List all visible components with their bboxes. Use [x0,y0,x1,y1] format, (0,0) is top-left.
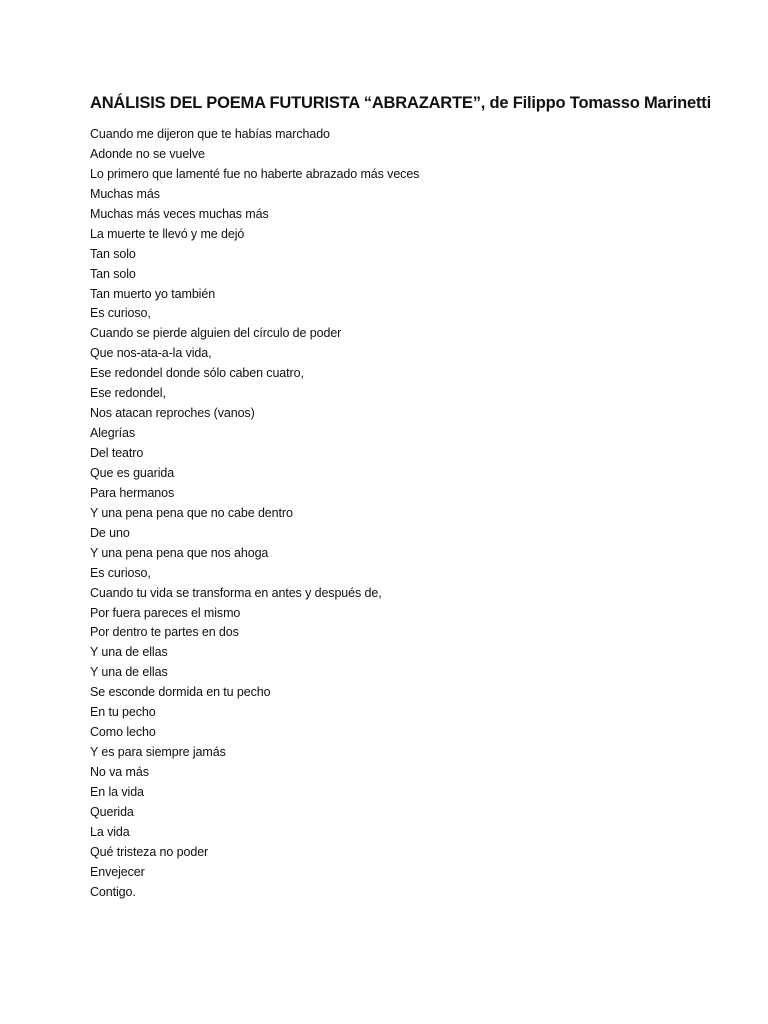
poem-line: Adonde no se vuelve [90,146,205,161]
poem-line: De uno [90,525,130,540]
poem-line: Cuando tu vida se transforma en antes y después de, [90,585,382,600]
poem-line: Por dentro te partes en dos [90,625,239,640]
poem-line: Y es para siempre jamás [90,745,226,760]
poem-line: No va más [90,765,149,779]
poem-line: En tu pecho [90,705,156,720]
poem-line: En la vida [90,784,144,799]
poem-line: Cuando se pierde alguien del círculo de poder [90,326,342,341]
poem-line: Nos atacan reproches (vanos) [90,406,255,421]
poem-line: Tan muerto yo también [90,286,216,301]
poem-line: Muchas más veces muchas más [90,206,269,221]
poem-body [90,125,419,903]
poem-line: Es curioso, [90,565,151,580]
poem-line: La muerte te llevó y me dejó [90,226,245,241]
poem-line: Por fuera pareces el mismo [90,605,241,620]
poem-line: Y una de ellas [90,665,168,680]
poem-line: Ese redondel donde sólo caben cuatro, [90,366,304,381]
poem-line: Qué tristeza no poder [90,844,209,859]
poem-line: Del teatro [90,446,144,460]
poem-line: Que nos-ata-a-la vida, [90,346,212,361]
poem-line: Ese redondel, [90,386,166,401]
poem-line: Cuando me dijeron que te habías marchado [90,127,330,141]
poem-line: La vida [90,824,130,839]
poem-line: Como lecho [90,725,156,740]
poem-line: Alegrías [90,426,136,441]
poem-line: Lo primero que lamenté fue no haberte abrazado más veces [90,166,420,181]
poem-line: Querida [90,804,134,819]
poem-line: Y una de ellas [90,645,168,660]
poem-line: Contigo. [90,884,136,899]
poem-line: Se esconde dormida en tu pecho [90,685,271,700]
poem-line: Muchas más [90,186,160,201]
poem-line: Tan solo [90,266,136,281]
poem-line: Que es guarida [90,465,175,480]
poem-line: Para hermanos [90,485,175,500]
poem-line: Es curioso, [90,306,151,321]
poem-line: Y una pena pena que no cabe dentro [90,505,293,520]
poem-line: Y una pena pena que nos ahoga [90,545,269,560]
poem-line: Envejecer [90,864,145,879]
poem-line: Tan solo [90,246,136,261]
document-title: ANÁLISIS DEL POEMA FUTURISTA “ABRAZARTE”, de Filippo Tomasso Marinetti [90,94,711,112]
